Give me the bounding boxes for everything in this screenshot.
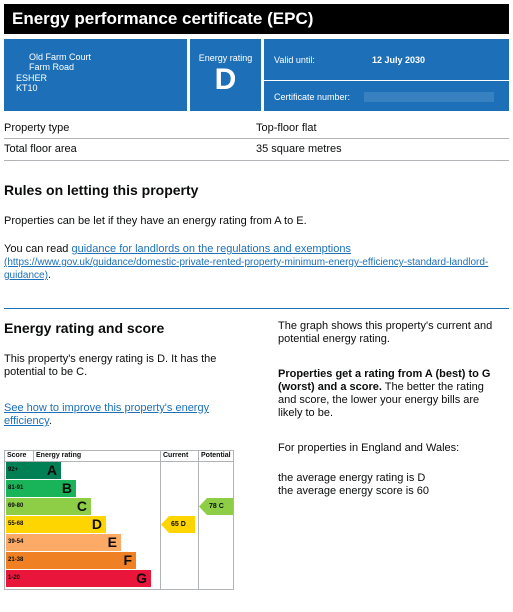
average-score-text: the average energy score is 60 [278,485,430,497]
improve-suffix: . [48,415,52,427]
band-g [6,570,151,587]
guidance-suffix: . [47,269,51,281]
energy-rating-graph [4,450,234,590]
letting-paragraph: Properties can be let if they have an energy rating from A to E. [4,215,307,227]
energy-rating-label: Energy rating [198,53,253,63]
average-rating-text: the average energy rating is D [278,472,426,484]
improve-efficiency-link[interactable]: See how to improve this property's energy efficiency [4,402,210,427]
band-letter: G [136,570,147,586]
band-letter: E [107,534,117,550]
band-letter: A [46,462,57,478]
floor-area-value: 35 square metres [256,143,342,155]
band-letter: D [91,516,102,532]
band-letter: F [123,552,132,568]
graph-header-rating: Energy rating [36,452,82,459]
potential-rating-arrow [199,498,233,515]
guidance-url-link[interactable]: (https://www.gov.uk/guidance/domestic-private-rented-property-minimum-energy-efficiency-standard-landlord- [4,257,489,268]
page-title: Energy performance certificate (EPC) [4,4,509,34]
valid-until-label: Valid until: [274,55,315,65]
band-range: 92+ [8,467,19,473]
band-range: 55-68 [8,521,24,527]
address-line-2: Farm Road [29,62,75,72]
energy-heading: Energy rating and score [4,320,165,336]
improve-text [4,402,234,428]
band-range: 69-80 [8,503,24,509]
property-type-value: Top-floor flat [256,122,317,134]
section-divider [4,308,509,309]
energy-paragraph: This property's energy rating is D. It has the potential to be C. [4,353,217,378]
rating-explanation-bold: Properties get a rating from A (best) to G (worst) and a score. [278,368,491,393]
band-range: 81-91 [8,485,24,491]
graph-header-current: Current [163,452,189,459]
guidance-prefix: You can read [4,243,72,255]
band-a [6,462,61,479]
floor-area-key: Total floor area [4,143,77,155]
band-letter: C [76,498,87,514]
band-range: 39-54 [8,539,24,545]
band-letter: B [61,480,72,496]
graph-description: The graph shows this property's current and potential energy rating. [278,320,493,345]
letting-guidance-text [4,243,509,282]
band-c [6,498,91,515]
guidance-url-link-end[interactable]: guidance) [4,270,48,281]
band-range: 1-20 [8,575,21,581]
band-f [6,552,136,569]
band-d [6,516,106,533]
current-rating-arrow [161,516,195,533]
property-type-key: Property type [4,122,70,134]
rating-explanation-rest: The better the rating and score, the lower your energy bills are likely to be. [278,381,484,419]
rating-explanation [278,368,503,420]
energy-rating-value: D [214,63,237,96]
address-line-1: Old Farm Court [29,52,92,62]
graph-col-divider-1 [33,451,34,461]
letting-heading: Rules on letting this property [4,182,199,198]
band-range: 21-38 [8,557,24,563]
energy-rating-panel [190,39,261,111]
validity-divider [264,80,509,81]
validity-panel [264,39,509,111]
potential-rating-arrow-label: 78 C [209,503,224,510]
certificate-number-label: Certificate number: [274,92,351,102]
graph-header-potential: Potential [201,452,231,459]
graph-col-divider-3 [198,451,199,589]
graph-header-score: Score [7,452,27,459]
address-line-4: KT10 [16,83,38,93]
current-rating-arrow-label: 65 D [171,521,186,528]
certificate-number-value [364,92,494,102]
band-b [6,480,76,497]
band-e [6,534,121,551]
property-divider [4,138,509,139]
property-divider-bottom [4,160,509,161]
england-wales-text: For properties in England and Wales: [278,442,460,454]
address-line-3: ESHER [16,73,48,83]
valid-until-value: 12 July 2030 [372,55,426,65]
address-panel [4,39,187,111]
guidance-link[interactable]: guidance for landlords on the regulations and exemptions [71,243,351,255]
